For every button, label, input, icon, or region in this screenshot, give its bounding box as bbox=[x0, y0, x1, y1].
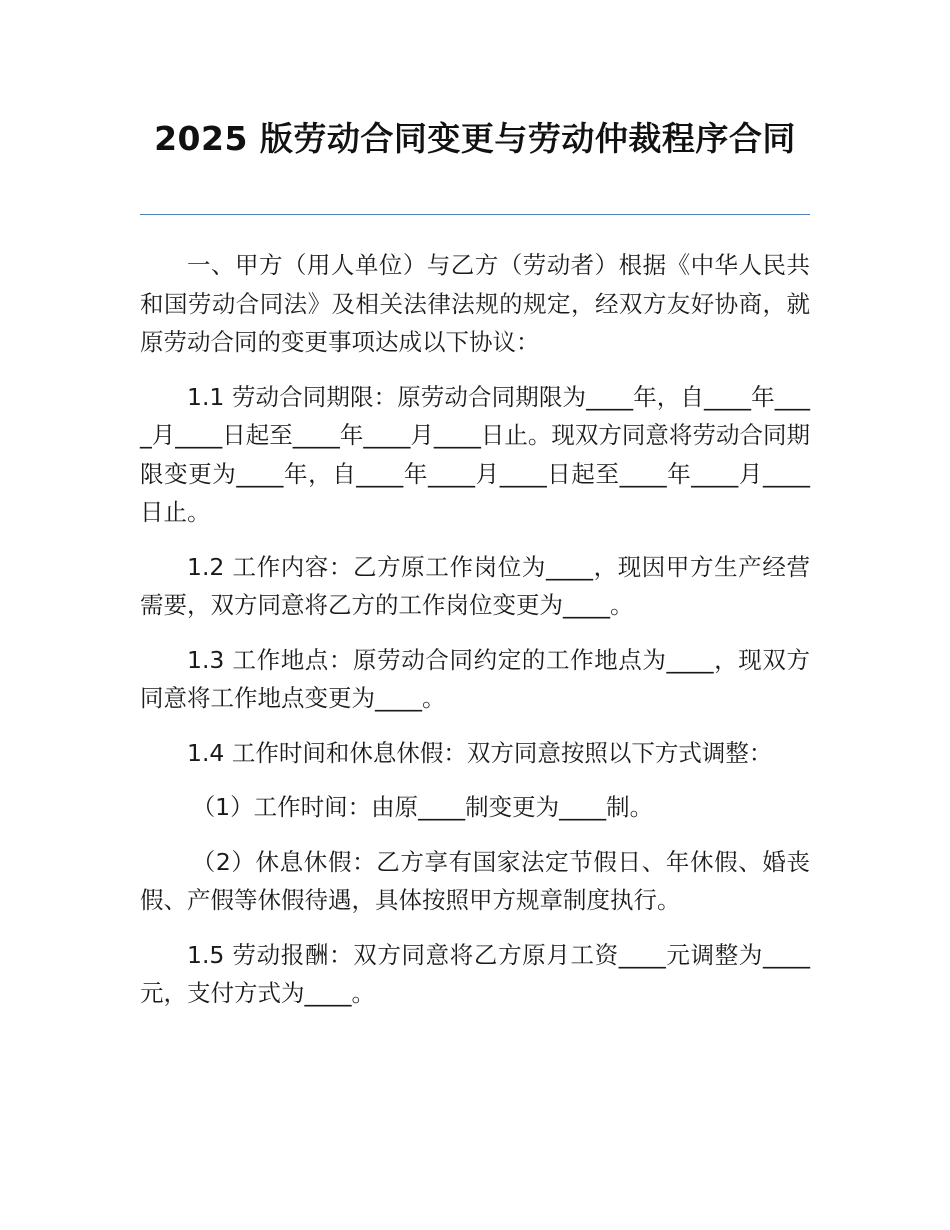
clause-1-4-1-work-hours: （1）工作时间：由原____制变更为____制。 bbox=[191, 793, 654, 821]
clause-1-2-work-content: 1.2 工作内容：乙方原工作岗位为____，现因甲方生产经营需要，双方同意将乙方的工作岗位变更为____。 bbox=[140, 552, 810, 619]
clause-1-1-contract-term: 1.1 劳动合同期限：原劳动合同期限为____年，自____年____月____日起至____年____月____日止。现双方同意将劳动合同期限变更为____年，自____年____月____日起至____年____月____日止。 bbox=[140, 382, 810, 526]
clause-1-4-work-hours-rest: 1.4 工作时间和休息休假：双方同意按照以下方式调整： bbox=[187, 738, 773, 767]
document-title: 2025 版劳动合同变更与劳动仲裁程序合同 bbox=[154, 119, 796, 158]
document-body bbox=[140, 246, 810, 1029]
clause-1-3-work-location: 1.3 工作地点：原劳动合同约定的工作地点为____，现双方同意将工作地点变更为____。 bbox=[140, 645, 810, 712]
clause-1-5-remuneration: 1.5 劳动报酬：双方同意将乙方原月工资____元调整为____元，支付方式为____。 bbox=[140, 940, 810, 1007]
paragraph-intro: 一、甲方（用人单位）与乙方（劳动者）根据《中华人民共和国劳动合同法》及相关法律法规的规定，经双方友好协商，就原劳动合同的变更事项达成以下协议： bbox=[140, 251, 810, 356]
title-divider bbox=[140, 214, 810, 215]
clause-1-4-2-rest-leave: （2）休息休假：乙方享有国家法定节假日、年休假、婚丧假、产假等休假待遇，具体按照甲方规章制度执行。 bbox=[140, 847, 810, 914]
